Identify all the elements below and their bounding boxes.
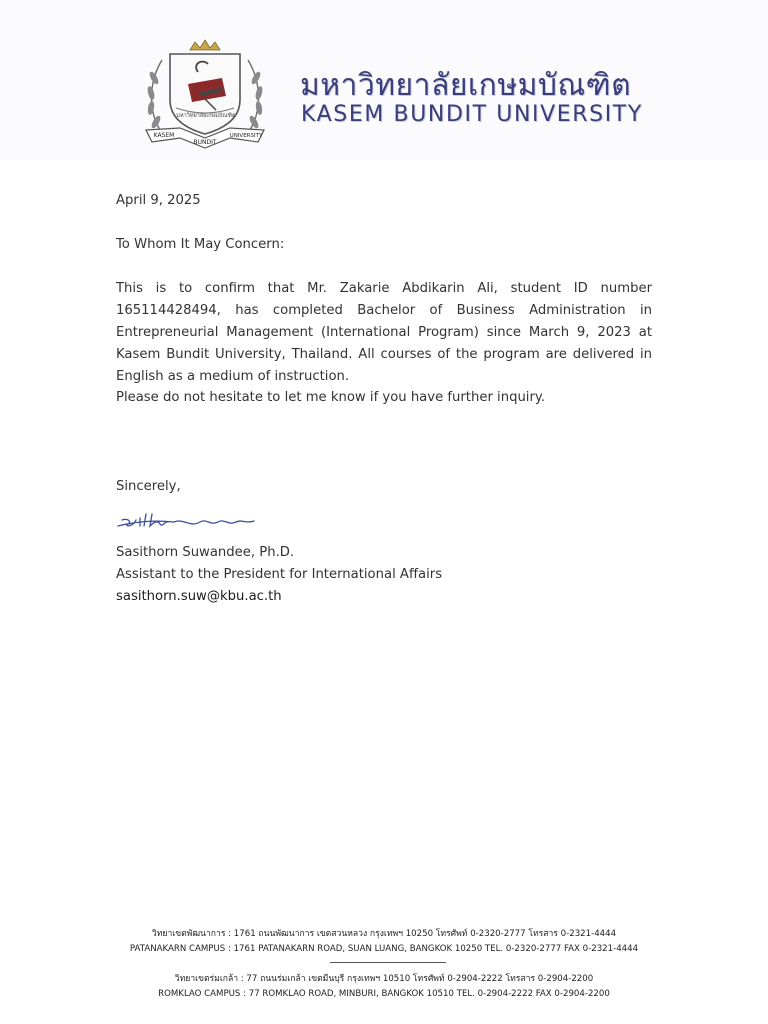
letterhead [0,0,768,160]
inquiry-paragraph: Please do not hesitate to let me know if you have further inquiry. [116,390,546,405]
signer-email[interactable]: sasithorn.suw@kbu.ac.th [116,589,282,604]
footer-romklao-english: ROMKLAO CAMPUS : 77 ROMKLAO ROAD, MINBURI, BANGKOK 10510 TEL. 0-2904-2222 FAX 0-2904-2200 [158,989,610,999]
seal-ribbon-left: KASEM [153,132,175,139]
handwritten-signature-icon [114,506,264,534]
university-name-thai: มหาวิทยาลัยเกษมบัณฑิต [300,68,632,103]
university-name-english: KASEM BUNDIT UNIVERSITY [301,102,643,127]
signer-title: Assistant to the President for International Affairs [116,567,443,582]
confirmation-paragraph: This is to confirm that Mr. Zakarie Abdikarin Ali, student ID number 165114428494, has completed Bachelor of Business Administration in Entrepreneurial Management (International Program) since March 9, 2023 at Kasem Bundit University, Thailand. All courses of the program are delivered in English as a medium of instruction. [116,281,652,384]
seal-ribbon-right: UNIVERSITY [229,133,263,139]
seal-thai-text: มหาวิทยาลัยเกษมบัณฑิต [176,113,236,119]
closing: Sincerely, [116,479,181,494]
footer-patanakarn-english: PATANAKARN CAMPUS : 1761 PATANAKARN ROAD, SUAN LUANG, BANGKOK 10250 TEL. 0-2320-2777 FAX 0-2321-4444 [129,944,639,954]
seal-ribbon-center: BUNDIT [193,139,217,146]
salutation: To Whom It May Concern: [116,237,285,252]
signer-name: Sasithorn Suwandee, Ph.D. [116,545,295,560]
footer-divider [330,962,446,963]
footer-romklao-thai: วิทยาเขตร่มเกล้า : 77 ถนนร่มเกล้า เขตมีนบุรี กรุงเทพฯ 10510 โทรศัพท์ 0-2904-2222 โทรสาร 0-2904-2200 [174,974,594,984]
university-seal-icon [140,38,270,153]
footer-patanakarn-thai: วิทยาเขตพัฒนาการ : 1761 ถนนพัฒนาการ เขตสวนหลวง กรุงเทพฯ 10250 โทรศัพท์ 0-2320-2777 โทรสาร 0-2321-4444 [151,929,617,939]
letter-date: April 9, 2025 [116,193,201,208]
